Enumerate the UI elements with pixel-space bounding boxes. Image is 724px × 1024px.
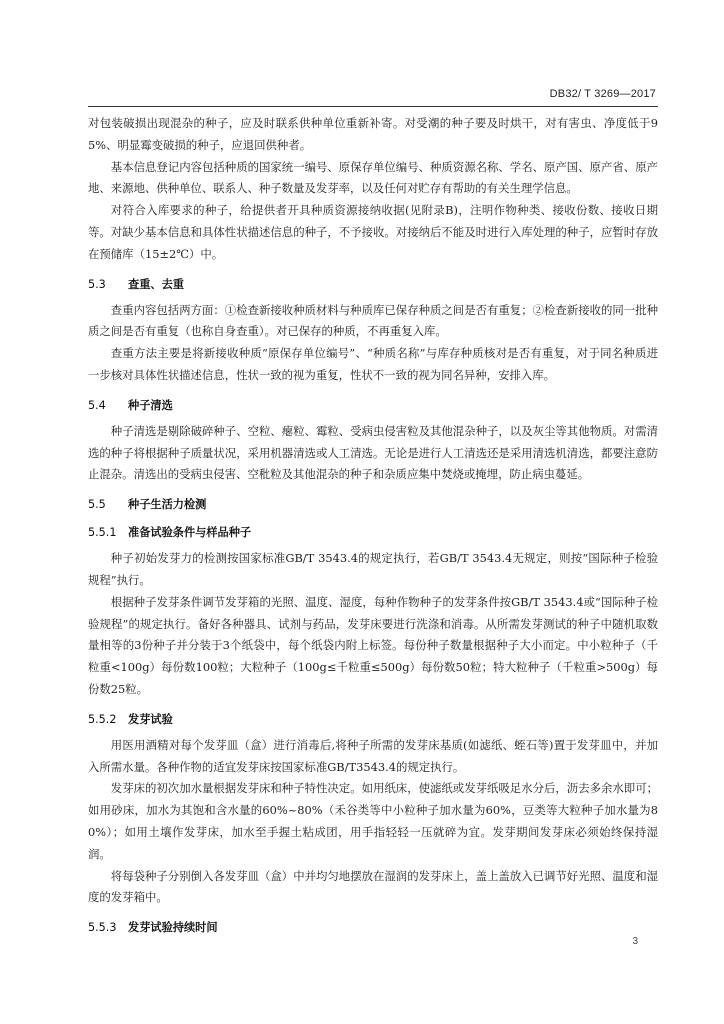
paragraph: 对符合入库要求的种子，给提供者开具种质资源接纳收据(见附录B)，注明作物种类、接收份数、接收日期等。对缺少基本信息和具体性状描述信息的种子，不予接收。对接纳后不能及时进行入库处理的种子，应暂时存放在预储库（15±2℃）中。: [88, 203, 658, 261]
section-title: 查重、去重: [128, 277, 184, 291]
section-heading: [88, 711, 658, 729]
section-number: 5.5.1: [88, 526, 117, 540]
section-number: 5.5.3: [88, 921, 117, 935]
section-heading: [88, 919, 658, 937]
paragraph: 根据种子发芽条件调节发芽箱的光照、温度、湿度，每种作物种子的发芽条件按GB/T 3543.4或“国际种子检验规程”的规定执行。备好各种器具、试剂与药品，发芽床要进行洗涤和消毒。从所需发芽测试的种子中随机取数量相等的3份种子并分装于3个纸袋中，每个纸袋内附上标签。每份种子数量根据种子大小而定。中小粒种子（千粒重<100g）每份数100粒；大粒种子（100g≤千粒重≤500g）每份数50粒；特大粒种子（千粒重>500g）每份数25粒。: [88, 594, 658, 696]
section-heading: [88, 276, 658, 294]
paragraph: 查重方法主要是将新接收种质“原保存单位编号”、“种质名称”与库存种质核对是否有重复，对于同名种质进一步核对具体性状描述信息，性状一致的视为重复，性状不一致的视为同名异种，安排入库。: [88, 346, 658, 382]
section-number: 5.5.2: [88, 712, 117, 726]
section-title: 发芽试验: [128, 712, 173, 726]
paragraph: 发芽床的初次加水量根据发芽床和种子特性决定。如用纸床，使滤纸或发芽纸吸足水分后，沥去多余水即可；如用砂床，加水为其饱和含水量的60%~80%（禾谷类等中小粒种子加水量为60%，豆类等大粒种子加水量为80%）；如用土壤作发芽床，加水至手握土粘成团，用手指轻轻一压就碎为宜。发芽期间发芽床必须始终保持湿润。: [88, 781, 658, 861]
section-heading: [88, 397, 658, 415]
section-heading: [88, 496, 658, 514]
paragraph: 查重内容包括两方面：①检查新接收种质材料与种质库已保存种质之间是否有重复；②检查新接收的同一批种质之间是否有重复（也称自身查重）。对已保存的种质，不再重复入库。: [88, 302, 658, 339]
document-body: [88, 113, 658, 943]
paragraph: 种子初始发芽力的检测按国家标准GB/T 3543.4的规定执行，若GB/T 3543.4无规定，则按“国际种子检验规程”执行。: [88, 551, 658, 587]
section-number: 5.4: [88, 398, 106, 412]
section-title: 种子生活力检测: [128, 498, 207, 512]
paragraph: 种子清选是剔除破碎种子、空粒、瘪粒、霉粒、受病虫侵害粒及其他混杂种子，以及灰尘等其他物质。对需清选的种子将根据种子质量状况，采用机器清选或人工清选。无论是进行人工清选还是采用清选机清选，都要注意防止混杂。清选出的受病虫侵害、空秕粒及其他混杂的种子和杂质应集中焚烧或掩埋，防止病虫蔓延。: [88, 423, 658, 482]
section-number: 5.3: [88, 277, 106, 291]
page-number: 3: [632, 936, 638, 947]
paragraph: 基本信息登记内容包括种质的国家统一编号、原保存单位编号、种质资源名称、学名、原产国、原产省、原产地、来源地、供种单位、联系人、种子数量及发芽率，以及任何对贮存有帮助的有关生理学信息。: [88, 159, 658, 196]
paragraph: 对包装破损出现混杂的种子，应及时联系供种单位重新补寄。对受潮的种子要及时烘干，对有害虫、净度低于95%、明显霉变破损的种子，应退回供种者。: [88, 116, 658, 152]
paragraph: 用医用酒精对每个发芽皿（盒）进行消毒后,将种子所需的发芽床基质(如滤纸、蛭石等)置于发芽皿中，并加入所需水量。各种作物的适宜发芽床按国家标准GB/T3543.4的规定执行。: [88, 737, 658, 774]
paragraph: 将每袋种子分别倒入各发芽皿（盒）中并均匀地摆放在湿润的发芽床上，盖上盖放入已调节好光照、温度和湿度的发芽箱中。: [88, 868, 658, 905]
section-heading: [88, 524, 658, 542]
standard-code: DB32/ T 3269—2017: [549, 88, 656, 100]
section-title: 准备试验条件与样品种子: [128, 526, 252, 540]
header-divider: [88, 106, 658, 107]
section-number: 5.5: [88, 498, 106, 512]
section-title: 种子清选: [128, 398, 173, 412]
section-title: 发芽试验持续时间: [128, 921, 218, 935]
